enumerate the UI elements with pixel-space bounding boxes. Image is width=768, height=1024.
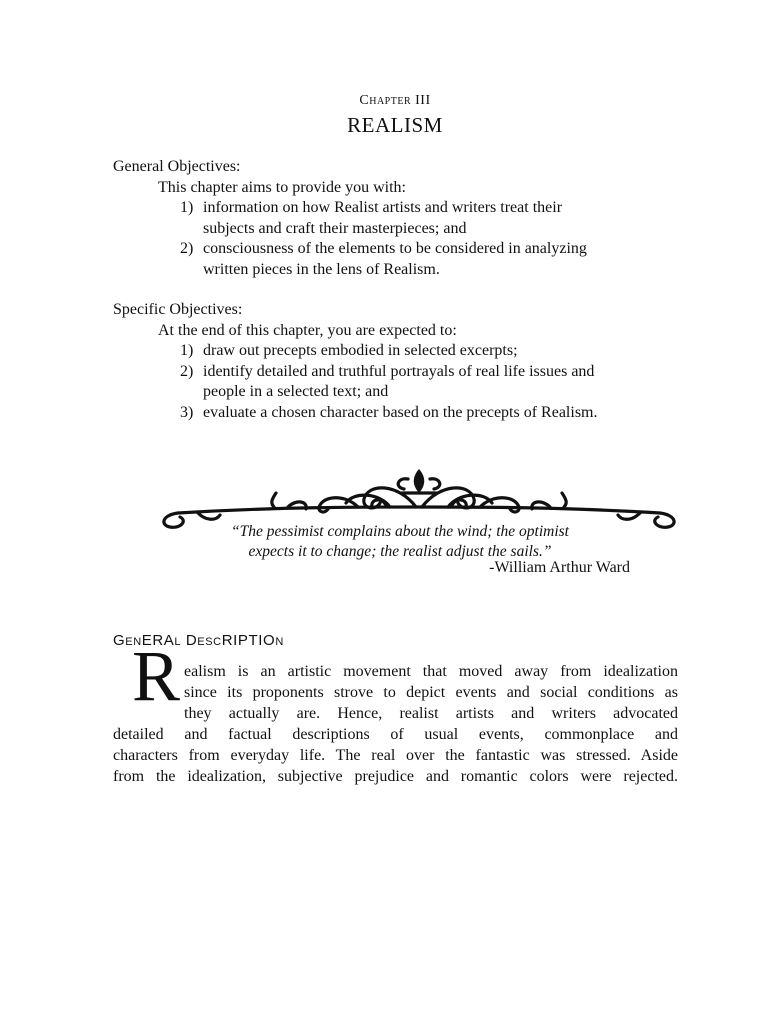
- chapter-label: Chapter III: [359, 93, 431, 108]
- item-number: 1): [180, 342, 194, 359]
- description-paragraph-indented: [184, 661, 678, 724]
- item-number: 3): [180, 403, 194, 421]
- paragraph-line: since its proponents strove to depict events and social conditions as: [184, 684, 678, 701]
- general-objectives-list: [113, 198, 683, 280]
- general-objectives-intro: This chapter aims to provide you with:: [158, 178, 406, 196]
- item-number: 1): [180, 199, 194, 216]
- quote: [190, 522, 610, 561]
- quote-author: -William Arthur Ward: [489, 559, 630, 576]
- item-text-line: identify detailed and truthful portrayals of real life issues and: [203, 362, 595, 380]
- list-item: [180, 403, 683, 424]
- drop-cap: R: [132, 636, 181, 716]
- item-text-line: people in a selected text; and: [203, 383, 389, 400]
- specific-objectives-intro: At the end of this chapter, you are expected to:: [158, 321, 457, 339]
- list-item: [180, 198, 683, 239]
- list-item: [180, 239, 683, 280]
- specific-objectives-list: [113, 341, 683, 423]
- item-text-line: information on how Realist artists and writers treat their: [203, 199, 563, 216]
- paragraph-line: from the idealization, subjective prejudice and romantic colors were rejected.: [113, 768, 678, 785]
- general-objectives-heading: General Objectives:: [113, 158, 241, 175]
- paragraph-line: ealism is an artistic movement that moved away from idealization: [184, 663, 678, 680]
- item-text-line: written pieces in the lens of Realism.: [203, 260, 440, 278]
- chapter-title: REALISM: [347, 113, 443, 137]
- specific-objectives-heading: Specific Objectives:: [113, 301, 243, 318]
- item-number: 2): [180, 240, 194, 257]
- general-objectives-section: [113, 157, 683, 280]
- item-number: 2): [180, 362, 194, 380]
- item-text-line: draw out precepts embodied in selected excerpts;: [203, 342, 518, 359]
- quote-line: “The pessimist complains about the wind; the optimist: [231, 523, 569, 540]
- item-text-line: consciousness of the elements to be considered in analyzing: [203, 240, 587, 257]
- paragraph-line: characters from everyday life. The real over the fantastic was stressed. Aside: [113, 747, 678, 764]
- item-text-line: subjects and craft their masterpieces; and: [203, 219, 467, 237]
- specific-objectives-section: [113, 300, 683, 423]
- paragraph-line: they actually are. Hence, realist artists and writers advocated: [184, 705, 678, 722]
- quote-line: expects it to change; the realist adjust the sails.”: [248, 542, 552, 560]
- list-item: [180, 341, 683, 362]
- item-text-line: evaluate a chosen character based on the precepts of Realism.: [203, 403, 598, 421]
- general-description-heading: GenERAl DescRIPTIOn: [113, 632, 284, 649]
- list-item: [180, 362, 683, 403]
- paragraph-line: detailed and factual descriptions of usual events, commonplace and: [113, 726, 678, 743]
- description-paragraph: [113, 724, 678, 787]
